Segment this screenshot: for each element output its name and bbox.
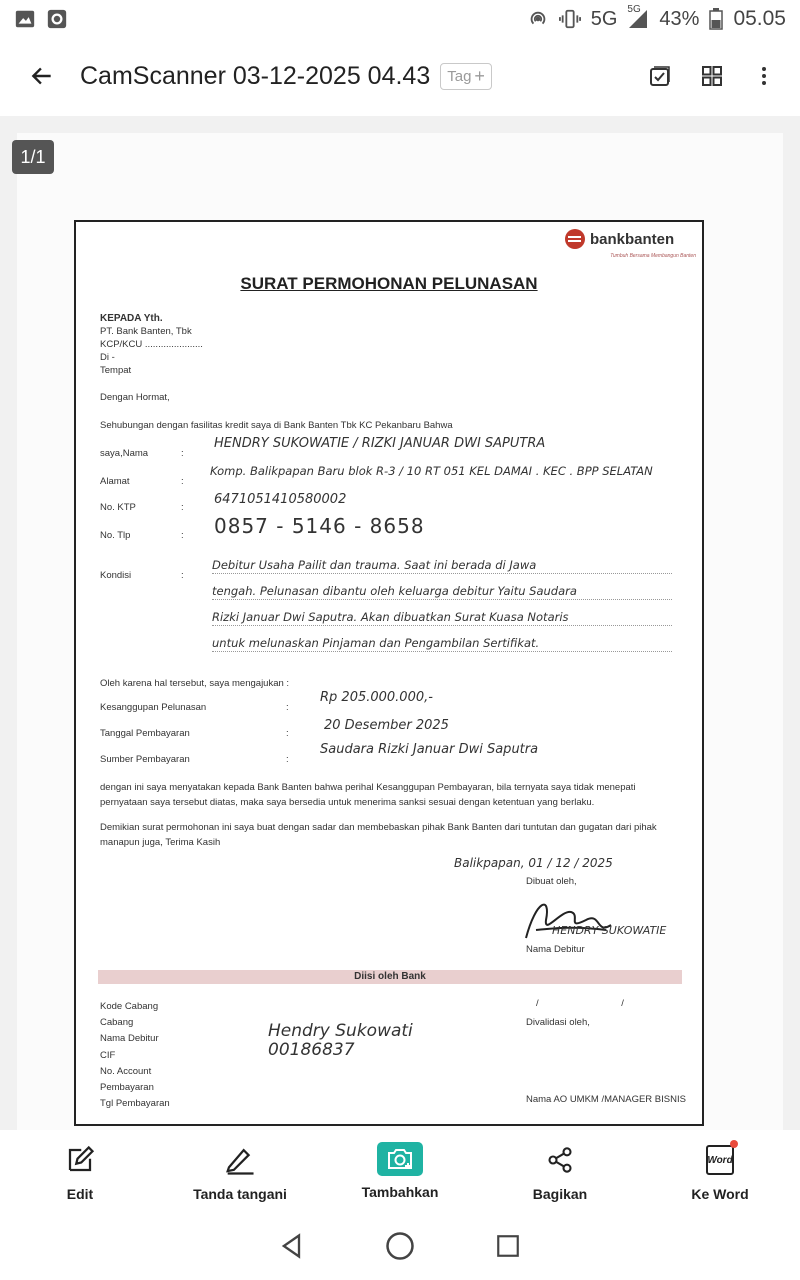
bank-debtor-name: Hendry Sukowati [268, 1021, 413, 1041]
field-label-phone: No. Tlp [100, 530, 131, 541]
condition-line: Debitur Usaha Pailit dan trauma. Saat ini berada di Jawa [212, 558, 672, 574]
field-value-address: Komp. Balikpapan Baru blok R-3 / 10 RT 051 KEL DAMAI . KEC . BPP SELATAN [210, 464, 653, 478]
place-date: Balikpapan, 01 / 12 / 2025 [454, 856, 613, 870]
bottom-toolbar [0, 1130, 800, 1212]
condition-line: Rizki Januar Dwi Saputra. Akan dibuatkan Surat Kuasa Notaris [212, 610, 672, 626]
validated-by-label: Divalidasi oleh, [526, 1017, 590, 1028]
tag-button[interactable] [440, 63, 492, 90]
status-bar [0, 0, 800, 38]
page-indicator: 1/1 [12, 140, 54, 174]
nav-recents-button[interactable] [492, 1230, 524, 1262]
bank-field-label: No. Account [100, 1065, 152, 1077]
field-value-phone: 0857 - 5146 - 8658 [214, 514, 425, 538]
triangle-back-icon [278, 1232, 306, 1260]
made-by-label: Dibuat oleh, [526, 876, 577, 887]
condition-line: untuk melunaskan Pinjaman dan Pengambilan Sertifikat. [212, 636, 672, 652]
debtor-name-label: Nama Debitur [526, 944, 585, 955]
payment-value-source: Saudara Rizki Januar Dwi Saputra [320, 742, 539, 757]
field-value-name: HENDRY SUKOWATIE / RIZKI JANUAR DWI SAPUTRA [214, 436, 546, 451]
statement-paragraph: dengan ini saya menyatakan kepada Bank Banten bahwa perihal Kesanggupan Pembayaran, bila ternyata saya tidak menepati pernyataan saya tersebut diatas, maka saya bersedia untuk menerima sanksi sesuai dengan ketentuan yang berlaku. [100, 782, 636, 808]
logo-name: bankbanten [590, 230, 675, 248]
bank-banten-logo-icon [564, 228, 586, 250]
select-button[interactable] [646, 62, 674, 90]
recipient-line: Di - [100, 352, 115, 363]
validation-date-slashes: / / [536, 998, 664, 1009]
recipient-line: PT. Bank Banten, Tbk [100, 326, 192, 337]
payment-value-amount: Rp 205.000.000,- [320, 690, 433, 705]
bank-field-label: Pembayaran [100, 1082, 154, 1094]
gallery-icon [14, 8, 36, 30]
payment-label-amount: Kesanggupan Pelunasan [100, 702, 207, 713]
colon: : [181, 448, 184, 459]
sign-button[interactable] [160, 1130, 320, 1212]
word-icon-text: Word [707, 1154, 733, 1166]
colon: : [286, 728, 289, 739]
recipient-block [100, 312, 203, 377]
request-intro: Oleh karena hal tersebut, saya mengajukan : [100, 678, 290, 689]
recipient-line: KCP/KCU ...................... [100, 339, 203, 350]
bank-field-label: Cabang [100, 1017, 134, 1029]
payment-label-date: Tanggal Pembayaran [100, 728, 190, 739]
sign-label: Tanda tangani [193, 1186, 287, 1202]
colon: : [181, 570, 184, 581]
colon: : [286, 754, 289, 765]
hotspot-icon [527, 8, 549, 30]
arrow-left-icon [29, 63, 55, 89]
signal-icon [627, 4, 649, 30]
bank-field-label: CIF [100, 1049, 116, 1061]
field-label-address: Alamat [100, 476, 130, 487]
more-options-button[interactable] [750, 62, 778, 90]
field-label-ktp: No. KTP [100, 502, 136, 513]
grid-icon [700, 64, 724, 88]
letter-document [74, 220, 704, 1126]
share-label: Bagikan [532, 1186, 588, 1202]
grid-view-button[interactable] [698, 62, 726, 90]
notification-dot [730, 1140, 738, 1148]
network-small-label: 5G [627, 4, 641, 15]
plus-icon: + [474, 65, 485, 86]
colon: : [181, 502, 184, 513]
add-label: Tambahkan [361, 1184, 439, 1200]
edit-button[interactable] [0, 1130, 160, 1212]
share-button[interactable] [480, 1130, 640, 1212]
recipient-heading: KEPADA Yth. [100, 313, 163, 324]
to-word-label: Ke Word [691, 1186, 749, 1202]
record-icon [46, 8, 68, 30]
bank-field-label: Nama Debitur [100, 1033, 159, 1045]
app-bar [0, 40, 800, 112]
payment-label-source: Sumber Pembayaran [100, 754, 190, 765]
add-button[interactable] [320, 1130, 480, 1212]
circle-home-icon [385, 1231, 415, 1261]
bank-cif: 00186837 [268, 1040, 355, 1060]
field-label-name: saya,Nama [100, 448, 149, 459]
battery-icon [709, 8, 723, 30]
checkbox-stack-icon [648, 64, 672, 88]
bank-field-label: Tgl Pembayaran [100, 1098, 170, 1110]
sign-icon [224, 1145, 256, 1175]
to-word-button[interactable] [640, 1130, 800, 1212]
nav-home-button[interactable] [384, 1230, 416, 1262]
back-button[interactable] [22, 56, 62, 96]
condition-line: tengah. Pelunasan dibantu oleh keluarga debitur Yaitu Saudara [212, 584, 672, 600]
edit-icon [65, 1145, 95, 1175]
square-recents-icon [495, 1233, 521, 1259]
share-icon [546, 1146, 574, 1174]
tag-label: Tag [447, 67, 472, 85]
payment-value-date: 20 Desember 2025 [324, 718, 449, 733]
nav-back-button[interactable] [276, 1230, 308, 1262]
bank-handwriting [268, 1022, 413, 1060]
letter-title: SURAT PERMOHONAN PELUNASAN [240, 274, 538, 293]
document-title[interactable]: CamScanner 03-12-2025 04.43 [80, 61, 431, 90]
field-value-ktp: 6471051410580002 [214, 492, 347, 507]
logo-tagline: Tumbuh Bersama Membangun Banten [610, 253, 696, 259]
colon: : [286, 702, 289, 713]
word-icon [706, 1145, 734, 1175]
clock: 05.05 [733, 7, 786, 30]
signature-name: HENDRY SUKOWATIE [552, 924, 667, 937]
bank-field-label: Kode Cabang [100, 1001, 159, 1012]
edit-label: Edit [66, 1186, 94, 1202]
more-vertical-icon [752, 64, 776, 88]
closing-paragraph: Demikian surat permohonan ini saya buat dengan sadar dan membebaskan pihak Bank Banten dari tuntutan dan gugatan dari pihak manapun juga, Terima Kasih [100, 822, 657, 848]
ao-manager-label: Nama AO UMKM /MANAGER BISNIS [526, 1094, 686, 1105]
bank-section-header: Diisi oleh Bank [98, 970, 682, 984]
intro-text: Sehubungan dengan fasilitas kredit saya di Bank Banten Tbk KC Pekanbaru Bahwa [100, 420, 453, 431]
recipient-line: Tempat [100, 365, 132, 376]
bank-fields [100, 999, 170, 1112]
battery-percent: 43% [659, 7, 700, 30]
condition-label: Kondisi [100, 570, 132, 581]
add-camera-icon [386, 1147, 414, 1171]
colon: : [181, 476, 184, 487]
signature-icon [516, 890, 656, 950]
system-nav-bar [0, 1212, 800, 1280]
vibrate-icon [559, 8, 581, 30]
colon: : [181, 530, 184, 541]
greeting: Dengan Hormat, [100, 392, 170, 403]
network-label: 5G [590, 7, 618, 30]
bank-logo [564, 228, 696, 259]
